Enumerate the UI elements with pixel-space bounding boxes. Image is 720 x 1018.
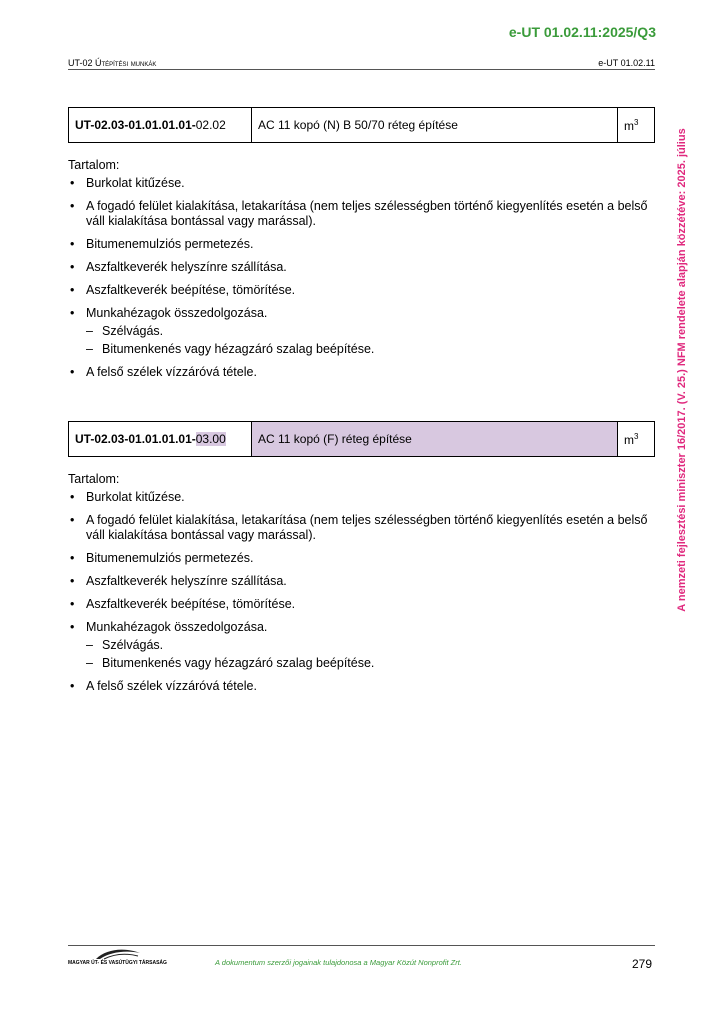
document-code: e-UT 01.02.11:2025/Q3 <box>508 24 656 40</box>
item-unit: $m^3$ <box>618 422 655 457</box>
sub-list-item: – Szélvágás. <box>86 638 655 653</box>
list-item: • Aszfaltkeverék beépítése, tömörítése. <box>68 597 655 612</box>
item-header-table <box>68 107 655 143</box>
list-item: • Munkahézagok összedolgozása. – Szélvágás. – Bitumenkenés vagy hézagzáró szalag beépítése. <box>68 306 655 357</box>
sub-list-item: – Bitumenkenés vagy hézagzáró szalag beépítése. <box>86 656 655 671</box>
list-item: • Munkahézagok összedolgozása. – Szélvágás. – Bitumenkenés vagy hézagzáró szalag beépítése. <box>68 620 655 671</box>
list-item: • Bitumenemulziós permetezés. <box>68 237 655 252</box>
list-item: • A felső szélek vízzáróvá tétele. <box>68 679 655 694</box>
list-item: • A felső szélek vízzáróvá tétele. <box>68 365 655 380</box>
list-item: • A fogadó felület kialakítása, letakarítása (nem teljes szélességben történő kiegyenlítés esetén a belső váll kialakítása bontással vagy marással). <box>68 199 655 229</box>
copyright-notice: A dokumentum szerzői jogainak tulajdonosa a Magyar Közút Nonprofit Zrt. <box>215 958 462 967</box>
list-item: • Aszfaltkeverék helyszínre szállítása. <box>68 574 655 589</box>
header-doc-ref: e-UT 01.02.11 <box>598 58 655 68</box>
header-divider <box>68 69 655 70</box>
swoosh-logo-icon <box>94 947 142 961</box>
item-section-2 <box>68 421 655 694</box>
list-item: • Aszfaltkeverék helyszínre szállítása. <box>68 260 655 275</box>
sub-list-item: – Szélvágás. <box>86 324 655 339</box>
sub-list <box>86 638 655 671</box>
list-item: • A fogadó felület kialakítása, letakarítása (nem teljes szélességben történő kiegyenlítés esetén a belső váll kialakítása bontással vagy marással). <box>68 513 655 543</box>
content-title: Tartalom: <box>68 158 120 172</box>
item-unit: $m^3$ <box>618 108 655 143</box>
footer-divider <box>68 945 655 946</box>
item-section-1 <box>68 107 655 380</box>
list-item: • Burkolat kitűzése. <box>68 490 655 505</box>
item-description: AC 11 kopó (N) B 50/70 réteg építése <box>252 108 618 143</box>
item-header-table <box>68 421 655 457</box>
content-list <box>68 176 655 380</box>
item-code: UT-02.03-01.01.01.01-03.00 <box>69 422 252 457</box>
sub-list-item: – Bitumenkenés vagy hézagzáró szalag beépítése. <box>86 342 655 357</box>
content-title: Tartalom: <box>68 472 120 486</box>
item-code: UT-02.03-01.01.01.01-02.02 <box>69 108 252 143</box>
list-item: • Bitumenemulziós permetezés. <box>68 551 655 566</box>
running-header <box>68 58 655 68</box>
footer-logo <box>68 947 168 971</box>
item-description: AC 11 kopó (F) réteg építése <box>252 422 618 457</box>
sub-list <box>86 324 655 357</box>
content-list <box>68 490 655 694</box>
list-item: • Burkolat kitűzése. <box>68 176 655 191</box>
page-number: 279 <box>631 957 652 971</box>
list-item: • Aszfaltkeverék beépítése, tömörítése. <box>68 283 655 298</box>
logo-text: MAGYAR ÚT- ÉS VASÚTÜGYI TÁRSASÁG <box>68 960 167 966</box>
chapter-title: UT-02 Útépítési munkák <box>68 58 157 68</box>
